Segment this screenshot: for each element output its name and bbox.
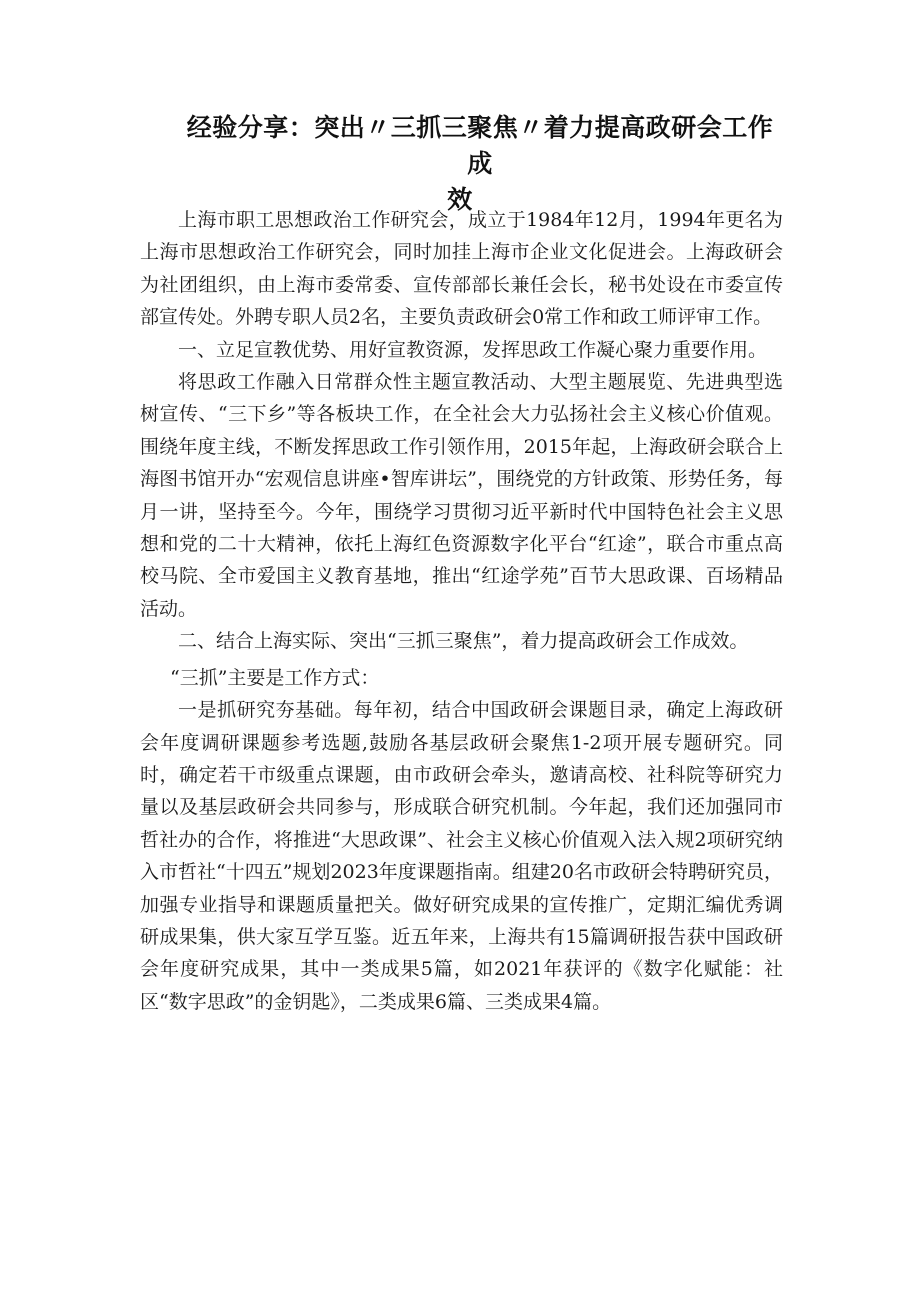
paragraph-section-1: 将思政工作融入日常群众性主题宣教活动、大型主题展览、先进典型选树宣传、“三下乡”等各板块工作，在全社会大力弘扬社会主义核心价值观。围绕年度主线，不断发挥思政工作引领作用，2015年起，上海政研会联合上海图书馆开办“宏观信息讲座•智库讲坛”，围绕党的方针政策、形势任务，每月一讲，坚持至今。今年，围绕学习贯彻习近平新时代中国特色社会主义思想和党的二十大精神，依托上海红色资源数字化平台“红途”，联合市重点高校马院、全市爱国主义教育基地，推出“红途学苑”百节大思政课、百场精品活动。 <box>140 371 783 620</box>
document-body <box>140 204 783 1018</box>
page-title <box>140 110 780 218</box>
title-line-1: 经验分享：突出〃三抓三聚焦〃着力提高政研会工作成 <box>186 113 774 178</box>
title-line-2: 效 <box>447 185 473 214</box>
paragraph-research: 一是抓研究夯基础。每年初，结合中国政研会课题目录，确定上海政研会年度调研课题参考选题,鼓励各基层政研会聚焦1-2项开展专题研究。同时，确定若干市级重点课题，由市政研会牵头，邀请高校、社科院等研究力量以及基层政研会共同参与，形成联合研究机制。今年起，我们还加强同市哲社办的合作，将推进“大思政课”、社会主义核心价值观入法入规2项研究纳入市哲社“十四五”规划2023年度课题指南。组建20名市政研会特聘研究员，加强专业指导和课题质量把关。做好研究成果的宣传推广，定期汇编优秀调研成果集，供大家互学互鉴。近五年来，上海共有15篇调研报告获中国政研会年度研究成果，其中一类成果5篇，如2021年获评的《数字化赋能：社区“数字思政”的金钥匙》，二类成果6篇、三类成果4篇。 <box>140 699 783 1013</box>
paragraph-heading-1: 一、立足宣教优势、用好宣教资源，发挥思政工作凝心聚力重要作用。 <box>178 338 768 361</box>
paragraph-san-zhua: “三抓”主要是工作方式： <box>170 666 380 689</box>
paragraph-intro: 上海市职工思想政治工作研究会，成立于1984年12月，1994年更名为上海市思想政治工作研究会，同时加挂上海市企业文化促进会。上海政研会为社团组织，由上海市委常委、宣传部部长兼任会长，秘书处设在市委宣传部宣传处。外聘专职人员2名，主要负责政研会0常工作和政工师评审工作。 <box>140 209 783 329</box>
paragraph-heading-2: 二、结合上海实际、突出“三抓三聚焦”，着力提高政研会工作成效。 <box>178 630 749 653</box>
